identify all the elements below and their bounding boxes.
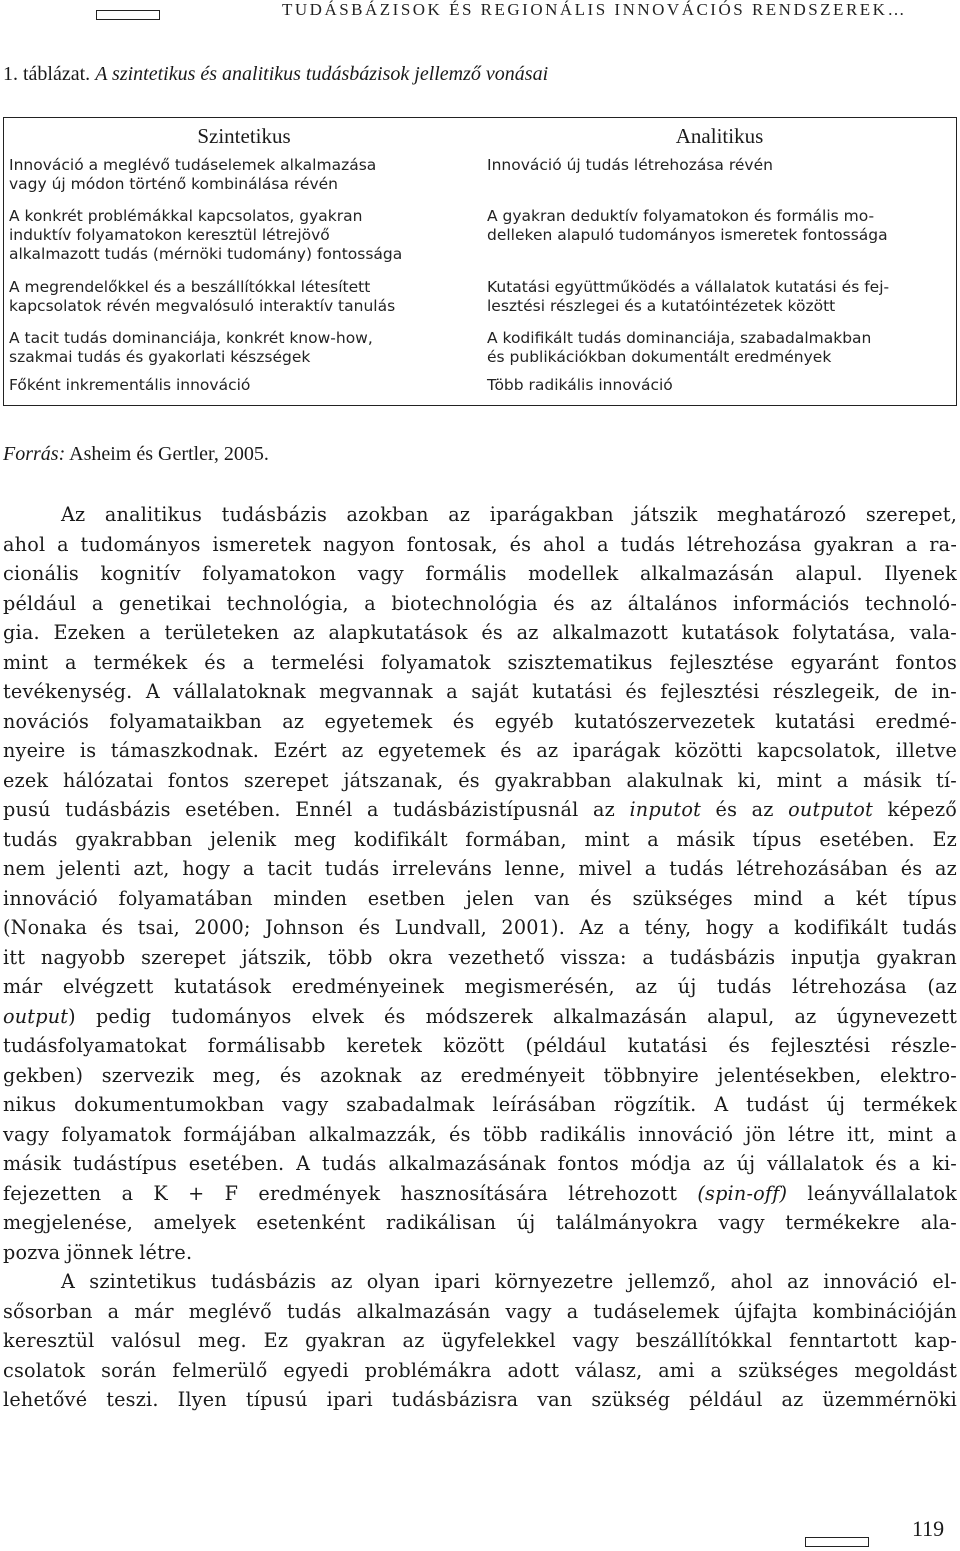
body-text-line: vagy folyamatok formájában alkalmazzák, és több radikális innováció jön létre itt, mint a [3,1122,957,1146]
table-cell-left-line: Főként inkrementális innováció [9,376,251,394]
body-text-line: ahol a tudományos ismeretek nagyon fontosak, és ahol a tudás létrehozása gyakran a ra- [3,532,957,556]
header-ornament-box [96,10,160,20]
body-text-line: nyeire is támaszkodnak. Ezért az egyetemek és az iparágak közötti kapcsolatok, illetve [3,739,957,762]
table-caption-title: A szintetikus és analitikus tudásbázisok jellemző vonásai [95,63,549,85]
body-text-line: lehetővé teszi. Ilyen típusú ipari tudásbázisra van szükség például az üzemmérnöki [3,1388,957,1411]
body-text-line: Az analitikus tudásbázis azokban az iparágakban játszik meghatározó szerepet, [61,503,957,526]
body-text-line: gia. Ezeken a területeken az alapkutatások és az alkalmazott kutatások folytatása, vala- [3,621,957,644]
page-number: 119 [912,1516,945,1541]
table-cell-left-line: alkalmazott tudás (mérnöki tudomány) fontossága [9,245,403,263]
body-text-line: másik tudástípus esetében. A tudás alkalmazásának fontos módja az új vállalatok és a ki- [3,1152,957,1175]
table-cell-left-line: induktív folyamatokon keresztül létrejövő [9,226,330,244]
body-text-line: mint a termékek és a termelési folyamatok szisztematikus fejlesztése egyaránt fontos [3,650,957,674]
table-cell-left-line: Innováció a meglévő tudáselemek alkalmazása [9,156,377,174]
body-text-line: nem jelenti azt, hogy a tacit tudás irreleváns lenne, mivel a tudás létrehozásában és az [3,857,957,880]
body-text-line: keresztül valósul meg. Ez gyakran az ügyfelekkel vagy beszállítókkal fenntartott kap- [3,1329,957,1352]
table-cell-left-line: A konkrét problémákkal kapcsolatos, gyakran [9,207,363,225]
body-text-line: gekben) szervezik meg, és azoknak az eredményeit többnyire jelentésekben, elektro- [3,1063,957,1087]
table-cell-left-line: vagy új módon történő kombinálása révén [9,175,338,193]
body-text-line: tudásfolyamatokat formálisabb keretek között (például kutatási és fejlesztési részle- [3,1034,957,1057]
running-header [0,0,960,28]
body-text-line: pusú tudásbázis esetében. Ennél a tudásbázistípusnál az inputot és az outputot képező [3,798,957,821]
table-caption [3,63,548,86]
table-cell-right-line: és publikációkban dokumentált eredmények [487,348,832,366]
body-text-line: már elvégzett kutatások eredményeinek megismerésén, az új tudás létrehozása (az [3,975,957,998]
footer-ornament-box [805,1537,869,1547]
table-cell-right-line: Több radikális innováció [487,376,673,394]
body-text-line: tudás gyakrabban jelenik meg kodifikált formában, mint a másik típus esetében. Ez [3,827,957,851]
body-text-line: pozva jönnek létre. [3,1240,193,1264]
body-text-line: például a genetikai technológia, a biotechnológia és az általános információs technoló- [3,591,957,615]
body-text-line: ezek hálózatai fontos szerepet játszanak, és gyakrabban alakulnak ki, mint a másik tí- [3,768,957,792]
table-cell-left-line: A tacit tudás dominanciája, konkrét know-how, [9,329,373,347]
source-text: Asheim és Gertler, 2005. [65,443,269,465]
body-text-line: fejezetten a K + F eredmények hasznosítására létrehozott (spin-off) leányvállalatok [3,1181,957,1205]
body-text-line: sősorban a már meglévő tudás alkalmazásán vagy a tudáselemek újfajta kombinációján [3,1299,957,1323]
column-header-analytic: Analitikus [675,124,764,148]
table-cell-left-line: kapcsolatok révén megvalósuló interaktív tanulás [9,297,396,315]
table-cell-left-line: A megrendelőkkel és a beszállítókkal létesített [9,278,371,296]
running-head-title: TUDÁSBÁZISOK ÉS REGIONÁLIS INNOVÁCIÓS RENDSZEREK… [282,0,907,19]
body-text-line: csolatok során felmerülő egyedi problémákra adott válasz, ami a szükséges megoldást [3,1358,957,1382]
column-header-synthetic: Szintetikus [197,124,291,148]
table-cell-right-line: delleken alapuló tudományos ismeretek fontossága [487,226,888,244]
body-text-line: novációs folyamataikban az egyetemek és egyéb kutatószervezetek kutatási eredmé- [3,709,957,733]
table-column-analytic [487,118,952,148]
table-cell-right-line: lesztési részlegei és a kutatóintézetek között [487,297,836,315]
body-text-line: innováció folyamatában minden esetben jelen van és szükséges mind a két típus [3,886,957,910]
source-label: Forrás: [3,443,66,465]
table-cell-right-line: A kodifikált tudás dominanciája, szabadalmakban [487,329,872,347]
table-cell-left-line: szakmai tudás és gyakorlati készségek [9,348,311,366]
body-text-line: A szintetikus tudásbázis az olyan ipari környezetre jellemző, ahol az innováció el- [61,1270,957,1293]
table-cell-right-line: A gyakran deduktív folyamatokon és formális mo- [487,207,875,225]
table-column-synthetic [9,118,479,148]
table-caption-number: 1. táblázat. [3,63,91,85]
body-text [3,500,957,1415]
body-text-line: itt nagyobb szerepet játszik, több okra vezethető vissza: a tudásbázis inputja gyakran [3,945,957,969]
body-text-line: nikus dokumentumokban vagy szabadalmak leírásában rögzítik. A tudást új termékek [3,1093,957,1116]
body-text-line: tevékenység. A vállalatoknak megvannak a saját kutatási és fejlesztési részlegeik, de in- [3,680,957,703]
body-text-line: cionális kognitív folyamatokon vagy formális modellek alkalmazásán alapul. Ilyenek [3,562,957,585]
body-text-line: (Nonaka és tsai, 2000; Johnson és Lundvall, 2001). Az a tény, hogy a kodifikált tudás [3,916,957,939]
table-source-note [3,443,269,466]
table-cell-right-line: Innováció új tudás létrehozása révén [487,156,773,174]
body-text-line: megjelenése, amelyek esetenként radikálisan új találmányokra vagy termékekre ala- [3,1211,957,1234]
knowledge-base-table [3,117,957,406]
table-cell-right-line: Kutatási együttműködés a vállalatok kutatási és fej- [487,278,890,296]
body-text-line: output) pedig tudományos elvek és módszerek alkalmazásán alapul, az úgynevezett [3,1004,957,1028]
